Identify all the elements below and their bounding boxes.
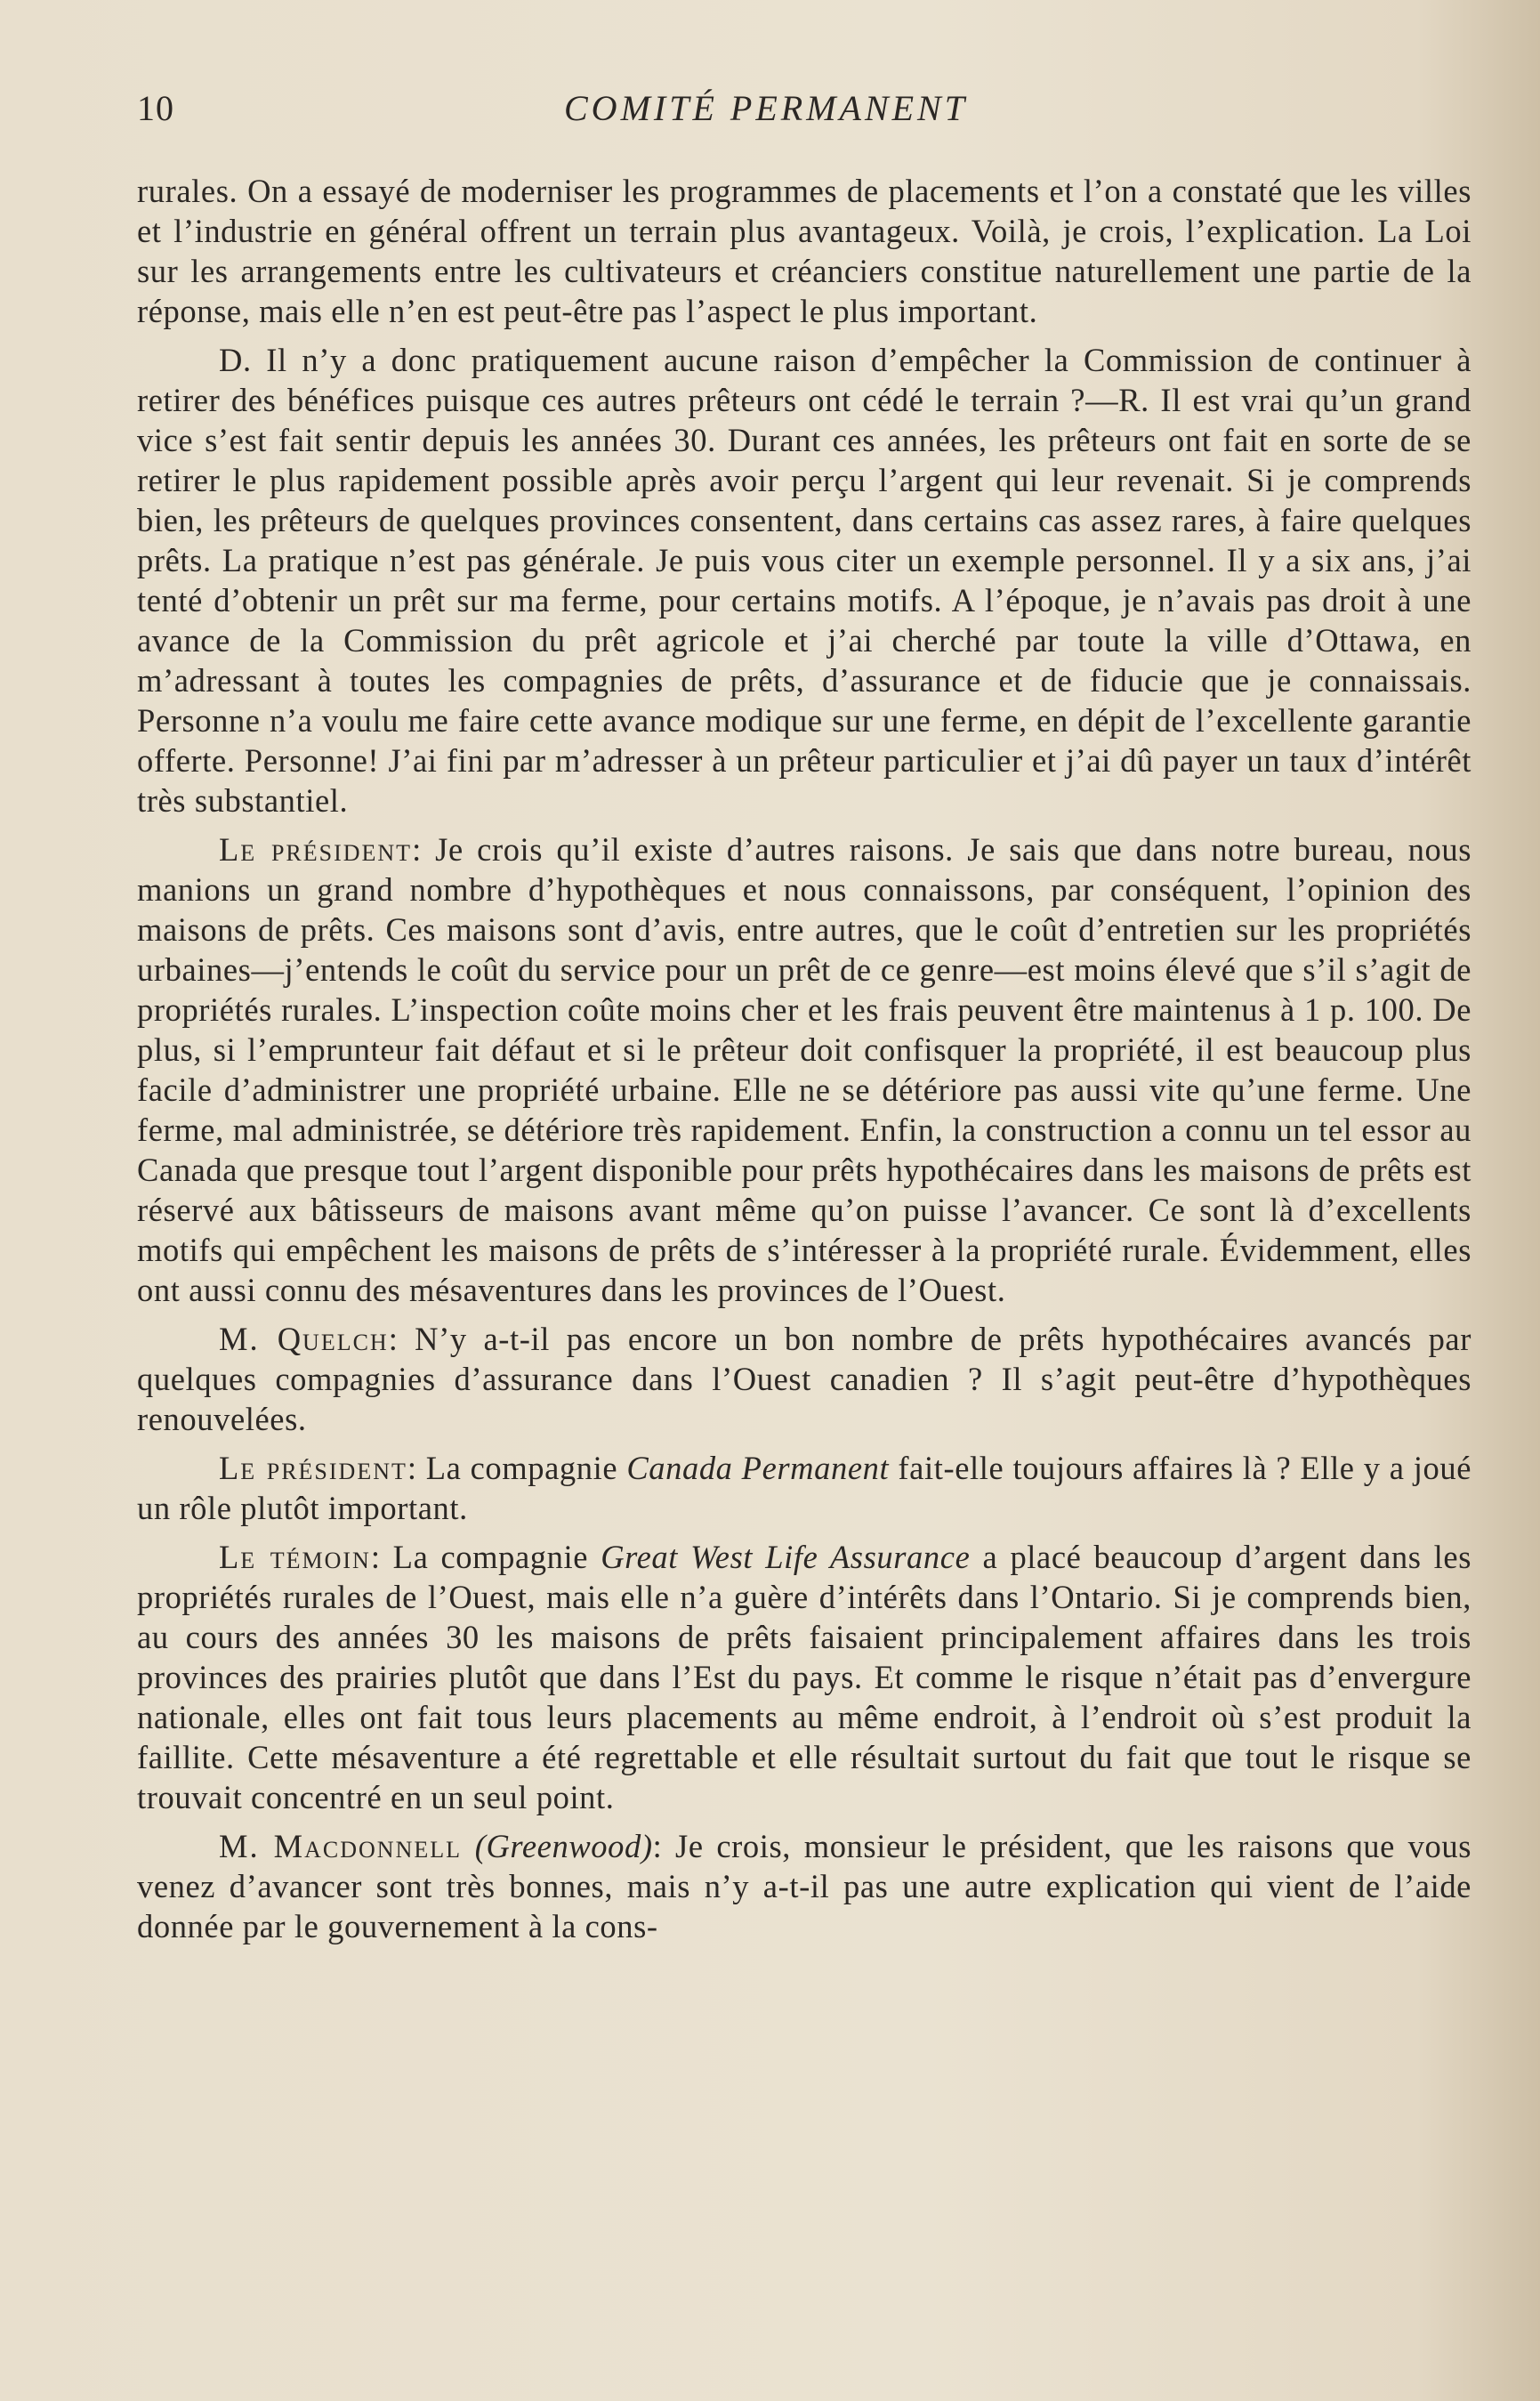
paragraph-text: : N’y a-t-il pas encore un bon nombre de prêts hypothécaires avancés par quelques compagnies d’assurance dans l’Ouest canadien ? Il s’agit peut-être d’hypothèques renouvelées. xyxy=(137,1321,1471,1437)
page-header xyxy=(137,87,1471,141)
paragraph-president-question xyxy=(137,1448,1471,1528)
paragraph-macdonnell xyxy=(137,1826,1471,1946)
speaker-name: M. Macdonnell xyxy=(219,1828,463,1864)
paragraph-text-before: : La compagnie xyxy=(370,1539,601,1575)
page-number: 10 xyxy=(137,88,174,128)
paragraph-president xyxy=(137,829,1471,1310)
paragraph-text-before: : La compagnie xyxy=(407,1450,627,1486)
paragraph-question-answer xyxy=(137,340,1471,821)
paragraph-text: : Je crois, monsieur le président, que les raisons que vous venez d’avancer sont très bonnes, mais n’y a-t-il pas une autre explication qui vient de l’aide donnée par le gouvernement à la cons- xyxy=(137,1828,1471,1944)
company-name: Canada Permanent xyxy=(626,1450,890,1486)
paragraph-text: rurales. On a essayé de moderniser les programmes de placements et l’on a constaté que les villes et l’industrie en général offrent un terrain plus avantageux. Voilà, je crois, l’explication. La Loi sur les arrangements entre les cultivateurs et créanciers constitue naturellement une partie de la réponse, mais elle n’en est peut-être pas l’aspect le plus important. xyxy=(137,173,1471,329)
paragraph-continuation xyxy=(137,171,1471,331)
speaker-name: M. Quelch xyxy=(219,1321,389,1357)
paragraph-quelch xyxy=(137,1319,1471,1439)
paragraph-text: D. Il n’y a donc pratiquement aucune raison d’empêcher la Commission de continuer à retirer des bénéfices puisque ces autres prêteurs ont cédé le terrain ?—R. Il est vrai qu’un grand vice s’est fait sentir depuis les années 30. Durant ces années, les prêteurs ont fait en sorte de se retirer le plus rapidement possible après avoir perçu l’argent qui leur revenait. Si je comprends bien, les prêteurs de quelques provinces consentent, dans certains cas assez rares, à faire quelques prêts. La pratique n’est pas générale. Je puis vous citer un exemple personnel. Il y a six ans, j’ai tenté d’obtenir un prêt sur ma ferme, pour certains motifs. A l’époque, je n’avais pas droit à une avance de la Commission du prêt agricole et j’ai cherché par toute la ville d’Ottawa, en m’adressant à toutes les compagnies de prêts, d’assurance et de fiducie que je connaissais. Personne n’a voulu me faire cette avance modique sur une ferme, en dépit de l’excellente garantie offerte. Personne! J’ai fini par m’adresser à un prêteur particulier et j’ai dû payer un taux d’intérêt très substantiel. xyxy=(137,342,1471,819)
paragraph-text-after: fait-elle toujours affaires là ? Elle y a joué un rôle plutôt important. xyxy=(137,1450,1471,1526)
paragraph-witness xyxy=(137,1537,1471,1817)
riding-name: (Greenwood) xyxy=(474,1828,653,1864)
speaker-name: Le président xyxy=(219,831,413,868)
speaker-name: Le témoin xyxy=(219,1539,371,1575)
body-text xyxy=(137,171,1471,1955)
paragraph-text: : Je crois qu’il existe d’autres raisons. Je sais que dans notre bureau, nous manions un grand nombre d’hypothèques et nous connaissons, par conséquent, l’opinion des maisons de prêts. Ces maisons sont d’avis, entre autres, que le coût d’entretien sur les propriétés urbaines—j’entends le coût du service pour un prêt de ce genre—est moins élevé que s’il s’agit de propriétés rurales. L’inspection coûte moins cher et les frais peuvent être maintenus à 1 p. 100. De plus, si l’emprunteur fait défaut et si le prêteur doit confisquer la propriété, il est beaucoup plus facile d’administrer une propriété urbaine. Elle ne se détériore pas aussi vite qu’une ferme. Une ferme, mal administrée, se détériore très rapidement. Enfin, la construction a connu un tel essor au Canada que presque tout l’argent disponible pour prêts hypothécaires dans les maisons de prêts est réservé aux bâtisseurs de maisons avant même qu’on puisse l’avancer. Ce sont là d’excellents motifs qui empêchent les maisons de prêts de s’intéresser à la propriété rurale. Évidemment, elles ont aussi connu des mésaventures dans les provinces de l’Ouest. xyxy=(137,831,1471,1308)
company-name: Great West Life Assurance xyxy=(601,1539,971,1575)
running-title: COMITÉ PERMANENT xyxy=(564,88,968,128)
speaker-name: Le président xyxy=(219,1450,407,1486)
paragraph-text-after: a placé beaucoup d’argent dans les propriétés rurales de l’Ouest, mais elle n’a guère d’intérêts dans l’Ontario. Si je comprends bien, au cours des années 30 les maisons de prêts faisaient principalement affaires dans les trois provinces des prairies plutôt que dans l’Est du pays. Et comme le risque n’était pas d’envergure nationale, elles ont fait tous leurs placements au même endroit, à l’endroit où s’est produit la faillite. Cette mésaventure a été regrettable et elle résultait surtout du fait que tout le risque se trouvait concentré en un seul point. xyxy=(137,1539,1471,1815)
